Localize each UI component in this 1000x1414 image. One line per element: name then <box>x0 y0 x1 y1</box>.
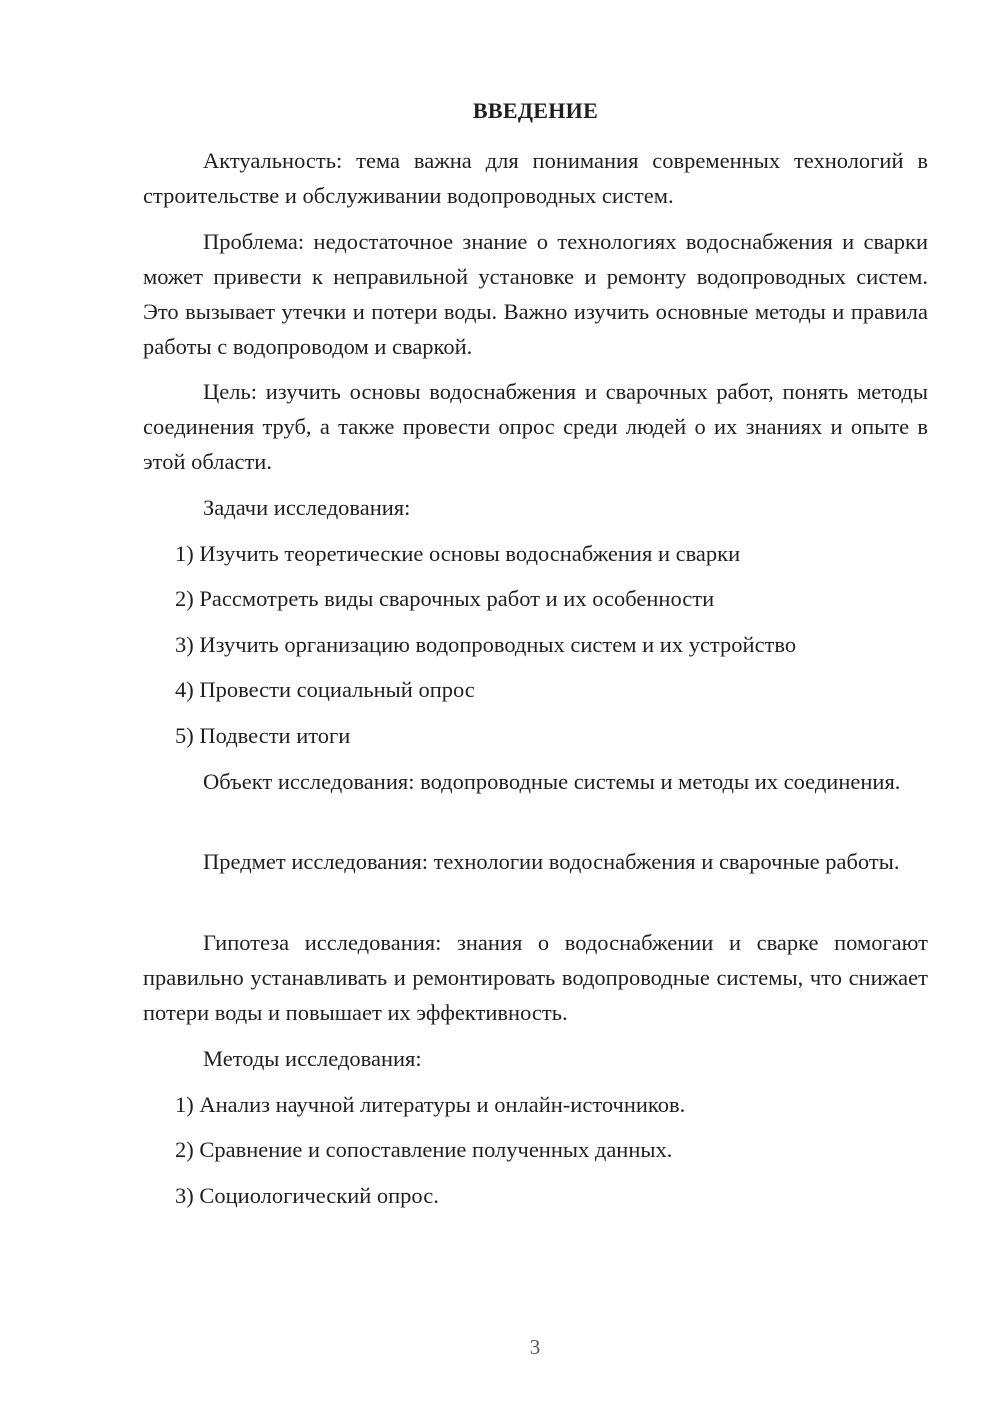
relevance-paragraph: Актуальность: тема важна для понимания современных технологий в строительстве и обслуживании водопроводных систем. <box>143 148 928 208</box>
problem-paragraph: Проблема: недостаточное знание о технологиях водоснабжения и сварки может привести к неправильной установке и ремонту водопроводных систем. Это вызывает утечки и потери воды. Важно изучить основные методы и правила работы с водопроводом и сваркой. <box>143 229 928 359</box>
task-item-1: 1) Изучить теоретические основы водоснабжения и сварки <box>175 541 741 566</box>
task-item-4: 4) Провести социальный опрос <box>175 677 475 702</box>
object-paragraph: Объект исследования: водопроводные системы и методы их соединения. <box>203 769 901 794</box>
task-item-3: 3) Изучить организацию водопроводных систем и их устройство <box>175 632 797 657</box>
hypothesis-paragraph: Гипотеза исследования: знания о водоснабжении и сварке помогают правильно устанавливать и ремонтировать водопроводные системы, что снижает потери воды и повышает их эффективность. <box>143 930 928 1025</box>
section-heading: ВВЕДЕНИЕ <box>472 98 599 123</box>
method-item-2: 2) Сравнение и сопоставление полученных данных. <box>175 1137 673 1162</box>
methods-title: Методы исследования: <box>203 1046 422 1071</box>
tasks-title: Задачи исследования: <box>203 495 411 520</box>
goal-paragraph: Цель: изучить основы водоснабжения и сварочных работ, понять методы соединения труб, а также провести опрос среди людей о их знаниях и опыте в этой области. <box>143 379 928 474</box>
task-item-2: 2) Рассмотреть виды сварочных работ и их особенности <box>175 586 715 611</box>
subject-paragraph: Предмет исследования: технологии водоснабжения и сварочные работы. <box>203 849 900 874</box>
page-number: 3 <box>529 1335 541 1359</box>
method-item-3: 3) Социологический опрос. <box>175 1183 439 1208</box>
method-item-1: 1) Анализ научной литературы и онлайн-источников. <box>175 1092 686 1117</box>
task-item-5: 5) Подвести итоги <box>175 723 351 748</box>
